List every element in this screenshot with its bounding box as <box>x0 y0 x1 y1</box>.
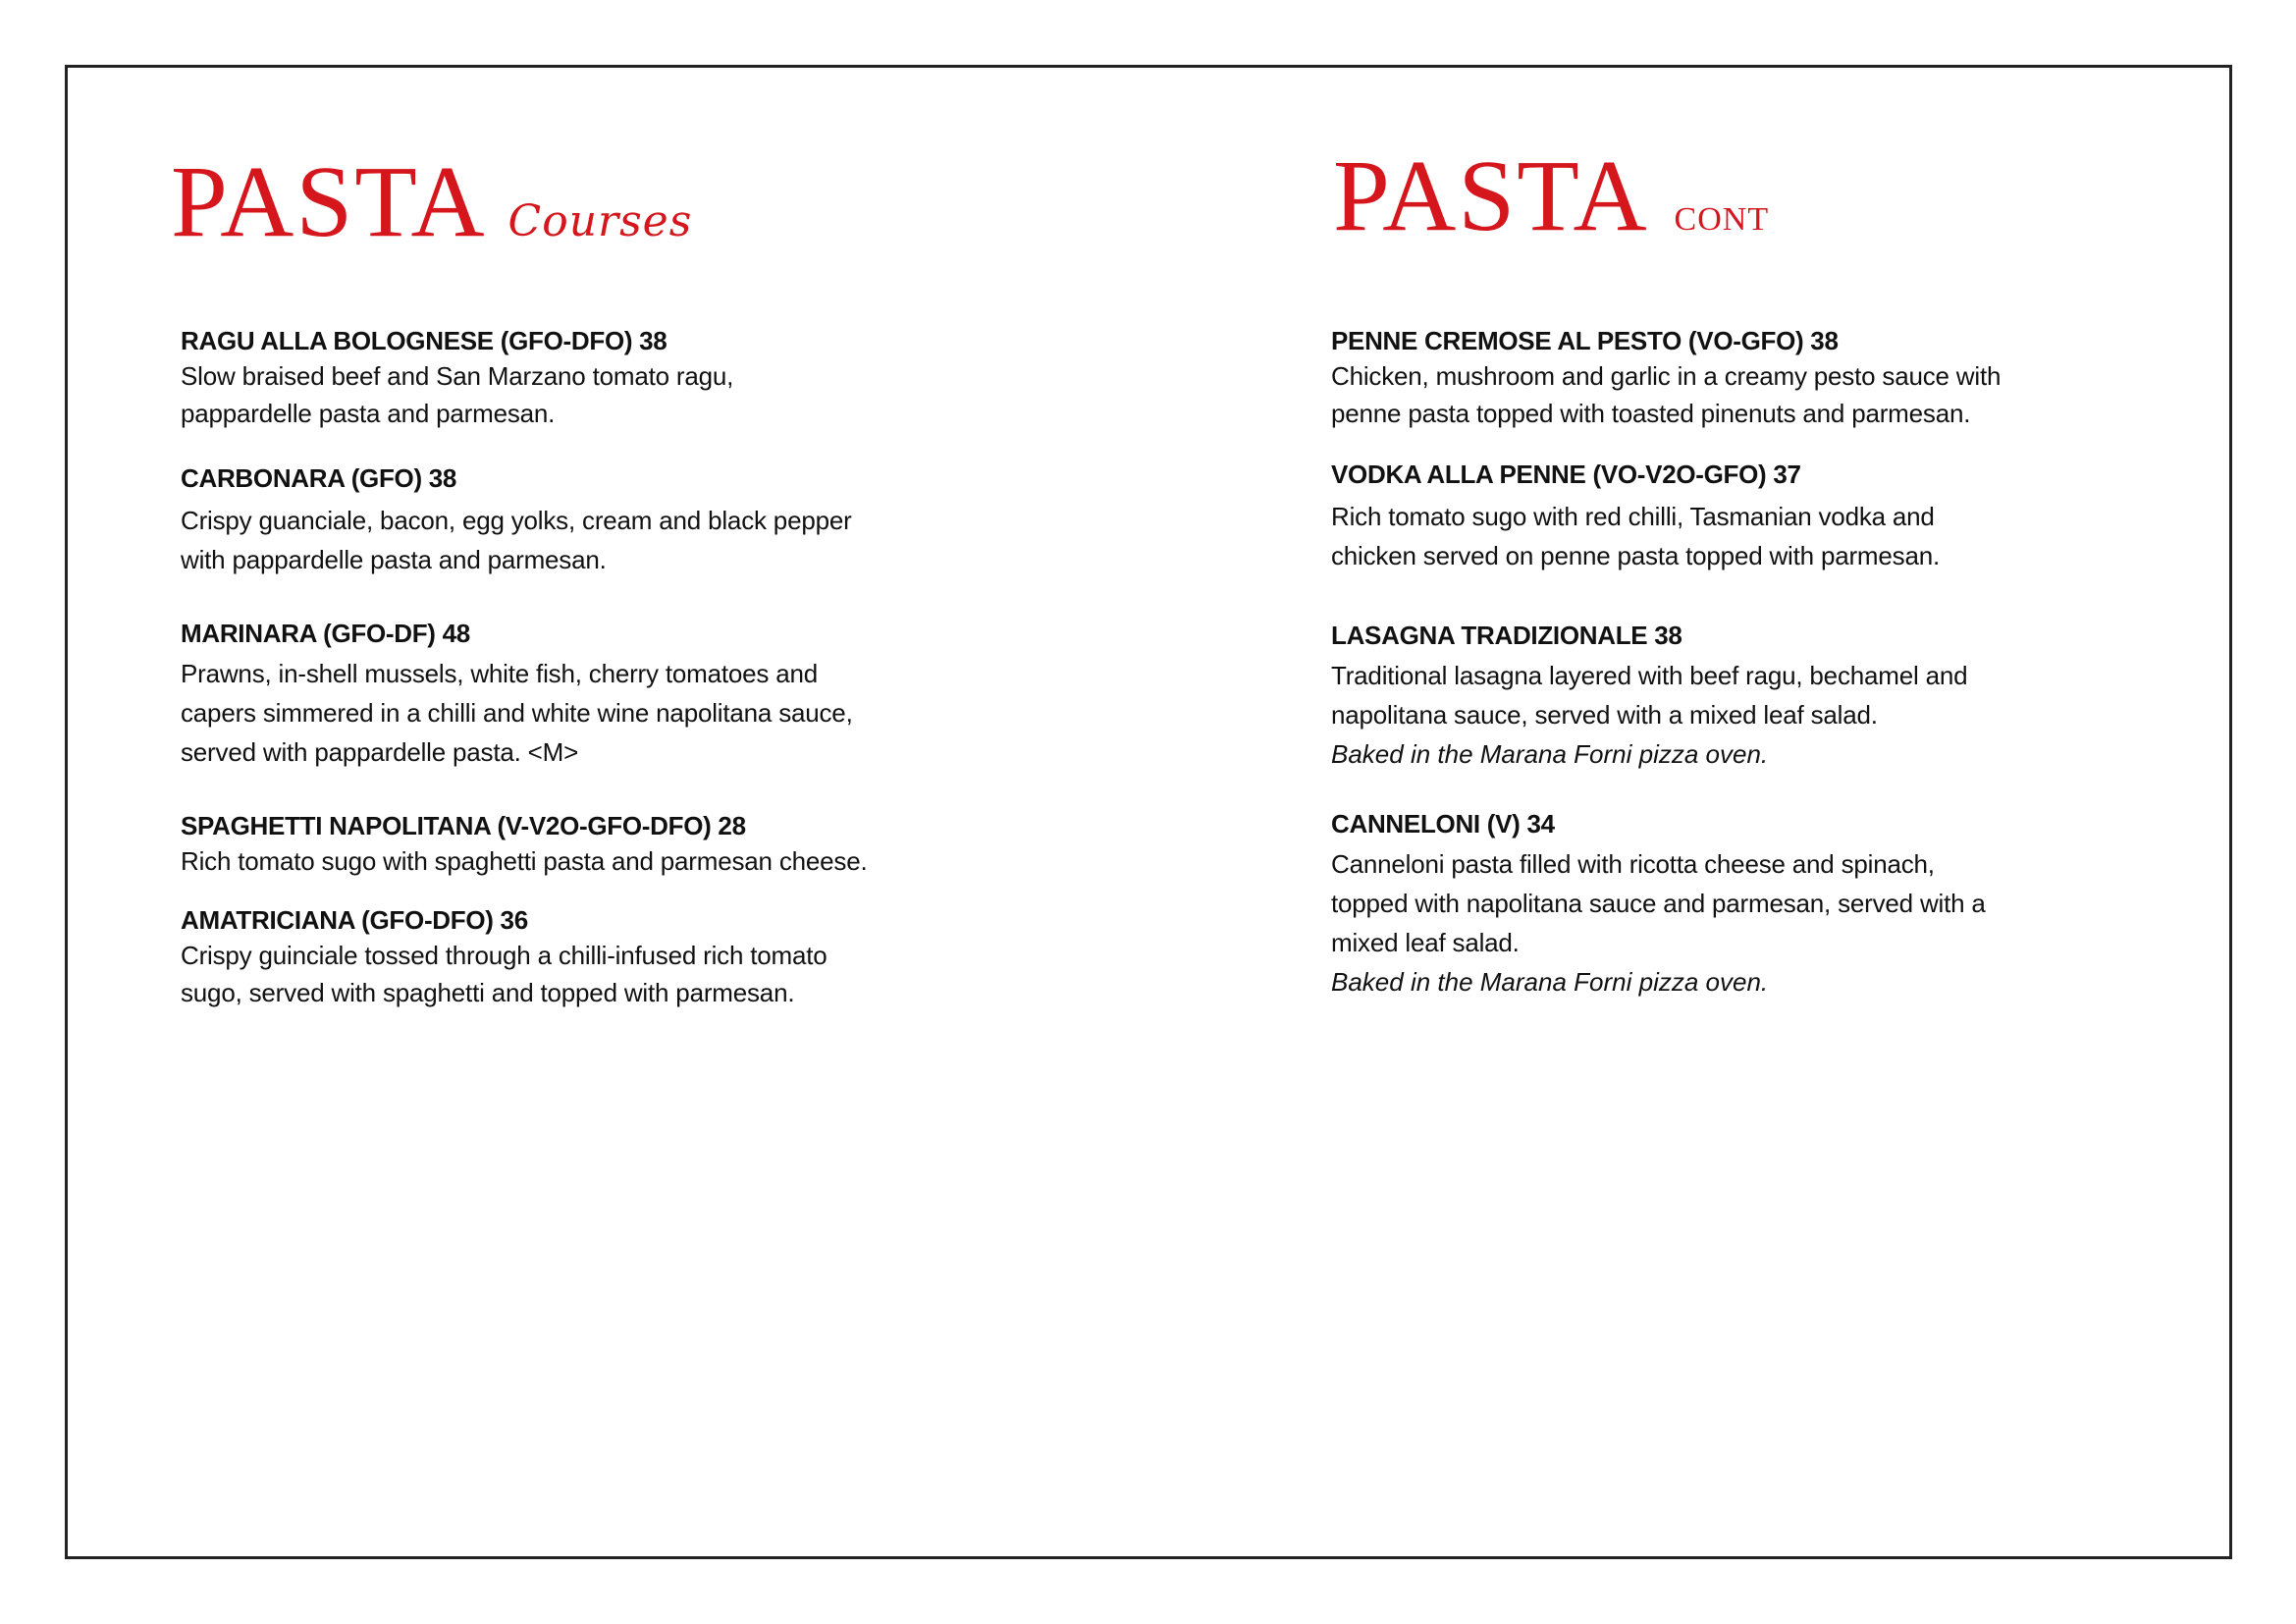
menu-item-description: with pappardelle pasta and parmesan. <box>181 545 607 574</box>
left-menu-column <box>181 324 966 1011</box>
right-menu-column <box>1331 324 2116 1001</box>
menu-item-description: Crispy guinciale tossed through a chilli-infused rich tomato <box>181 941 828 970</box>
menu-item <box>1331 619 2116 774</box>
menu-item-title: MARINARA (GFO-DF) 48 <box>181 619 470 648</box>
heading-main-left: PASTA <box>171 145 487 258</box>
right-section-heading <box>1333 139 1770 252</box>
left-section-heading <box>171 145 693 258</box>
menu-item-description: Rich tomato sugo with red chilli, Tasmanian vodka and <box>1331 502 1935 531</box>
menu-item-description: Chicken, mushroom and garlic in a creamy pesto sauce with <box>1331 361 2002 391</box>
menu-item <box>181 617 966 772</box>
menu-item-title: CARBONARA (GFO) 38 <box>181 463 457 493</box>
menu-item-description: chicken served on penne pasta topped with parmesan. <box>1331 541 1940 570</box>
menu-item-description: served with pappardelle pasta. <M> <box>181 737 579 767</box>
menu-item-title: CANNELONI (V) 34 <box>1331 809 1555 839</box>
menu-item-note: Baked in the Marana Forni pizza oven. <box>1331 967 1769 997</box>
menu-item-description: napolitana sauce, served with a mixed leaf salad. <box>1331 700 1878 730</box>
menu-item-description: Prawns, in-shell mussels, white fish, cherry tomatoes and <box>181 659 818 688</box>
heading-sub-left: Courses <box>507 196 693 246</box>
menu-item-title: RAGU ALLA BOLOGNESE (GFO-DFO) 38 <box>181 326 667 355</box>
menu-item <box>1331 807 2116 1001</box>
menu-item <box>181 461 966 579</box>
menu-item <box>181 809 966 880</box>
menu-item-description: Crispy guanciale, bacon, egg yolks, cream and black pepper <box>181 506 852 535</box>
menu-item-description: pappardelle pasta and parmesan. <box>181 399 556 428</box>
heading-main-right: PASTA <box>1333 139 1649 252</box>
menu-item-description: topped with napolitana sauce and parmesan, served with a <box>1331 889 1986 918</box>
menu-item-description: Canneloni pasta filled with ricotta cheese and spinach, <box>1331 849 1935 879</box>
menu-item-description: capers simmered in a chilli and white wine napolitana sauce, <box>181 698 853 728</box>
menu-item-title: SPAGHETTI NAPOLITANA (V-V2O-GFO-DFO) 28 <box>181 811 746 840</box>
heading-sub-right: CONT <box>1674 201 1770 238</box>
menu-item-description: mixed leaf salad. <box>1331 928 1520 957</box>
menu-item <box>1331 324 2116 432</box>
menu-item <box>181 324 966 432</box>
menu-item-title: LASAGNA TRADIZIONALE 38 <box>1331 621 1682 650</box>
menu-item-description: Slow braised beef and San Marzano tomato ragu, <box>181 361 734 391</box>
menu-item <box>1331 458 2116 575</box>
menu-item-title: AMATRICIANA (GFO-DFO) 36 <box>181 905 528 935</box>
menu-item-description: Rich tomato sugo with spaghetti pasta and parmesan cheese. <box>181 846 868 876</box>
menu-item-description: Traditional lasagna layered with beef ragu, bechamel and <box>1331 661 1968 690</box>
menu-item-description: sugo, served with spaghetti and topped with parmesan. <box>181 978 795 1007</box>
menu-item-title: PENNE CREMOSE AL PESTO (VO-GFO) 38 <box>1331 326 1839 355</box>
menu-item-note: Baked in the Marana Forni pizza oven. <box>1331 739 1769 769</box>
menu-item <box>181 903 966 1011</box>
menu-item-description: penne pasta topped with toasted pinenuts and parmesan. <box>1331 399 1971 428</box>
menu-item-title: VODKA ALLA PENNE (VO-V2O-GFO) 37 <box>1331 460 1801 489</box>
